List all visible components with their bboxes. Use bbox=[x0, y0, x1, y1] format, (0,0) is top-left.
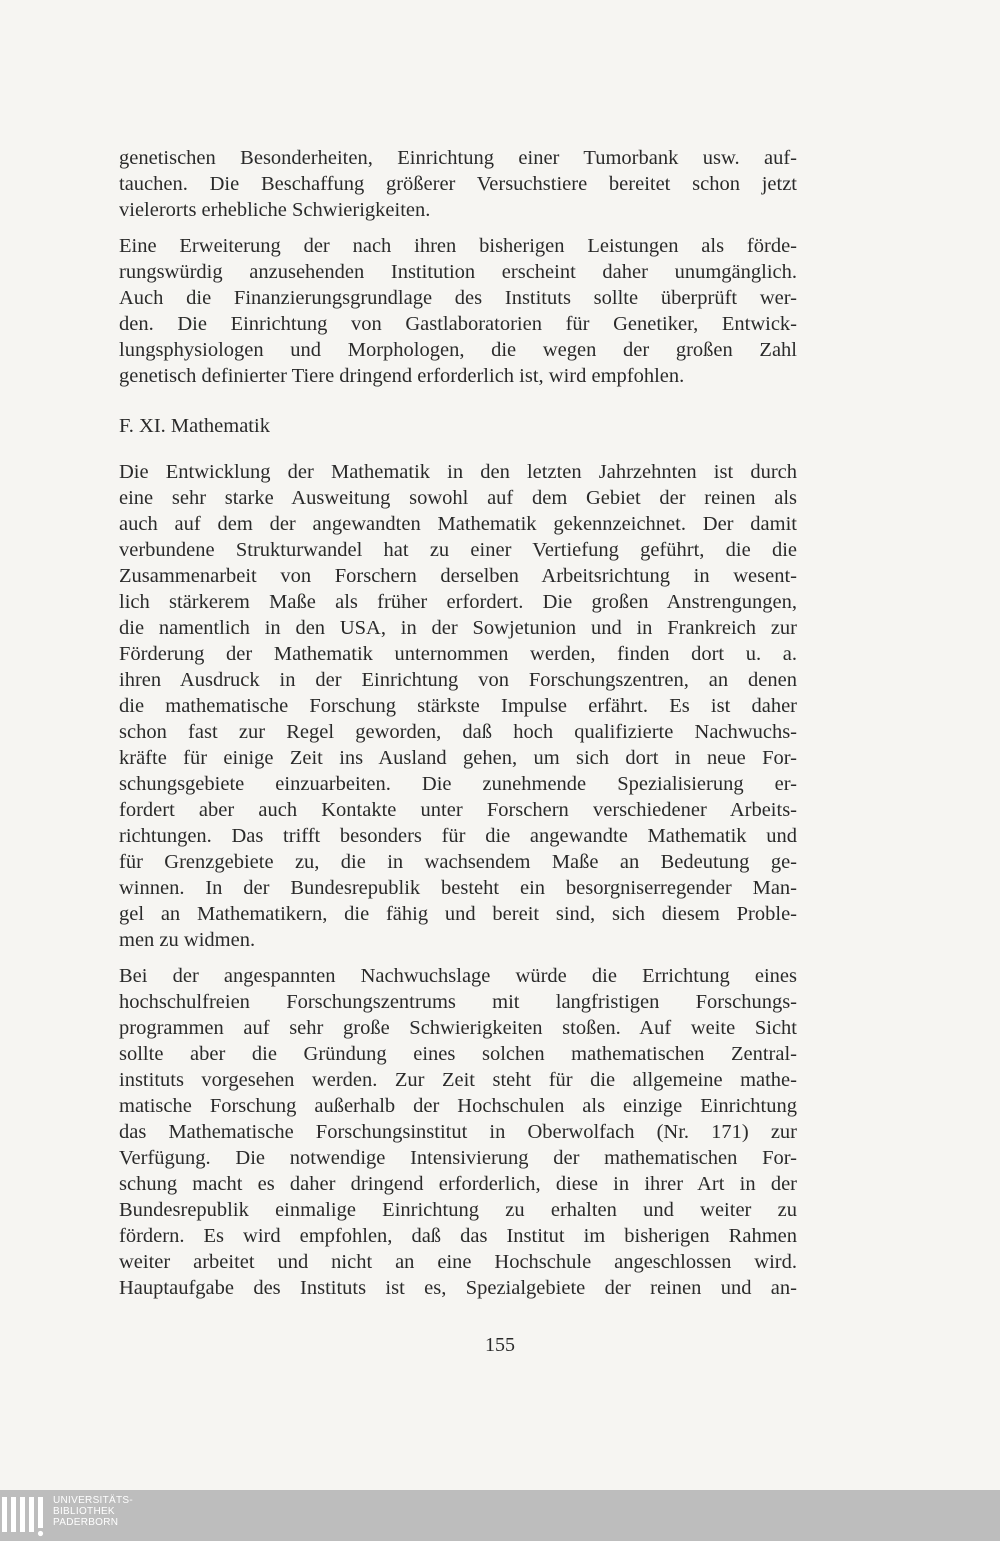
text-line: eine sehr starke Ausweitung sowohl auf dem Gebiet der reinen als bbox=[119, 487, 797, 509]
text-line: fördern. Es wird empfohlen, daß das Institut im bisherigen Rahmen bbox=[119, 1225, 797, 1247]
paragraph-1 bbox=[119, 145, 797, 223]
text-line: Hauptaufgabe des Instituts ist es, Spezialgebiete der reinen und an- bbox=[119, 1277, 797, 1299]
library-name-line: BIBLIOTHEK bbox=[53, 1506, 115, 1517]
library-name-line: PADERBORN bbox=[53, 1517, 119, 1528]
text-line: gel an Mathematikern, die fähig und bereit sind, sich diesem Proble- bbox=[119, 903, 797, 925]
text-line: Eine Erweiterung der nach ihren bisherigen Leistungen als förde- bbox=[119, 235, 797, 257]
text-line: den. Die Einrichtung von Gastlaboratorien für Genetiker, Entwick- bbox=[119, 313, 797, 335]
text-line: Bei der angespannten Nachwuchslage würde die Errichtung eines bbox=[119, 965, 797, 987]
text-line: tauchen. Die Beschaffung größerer Versuchstiere bereitet schon jetzt bbox=[119, 173, 797, 195]
text-line: lungsphysiologen und Morphologen, die wegen der großen Zahl bbox=[119, 339, 797, 361]
text-line: programmen auf sehr große Schwierigkeiten stoßen. Auf weite Sicht bbox=[119, 1017, 797, 1039]
text-line: men zu widmen. bbox=[119, 929, 256, 951]
text-line: vielerorts erhebliche Schwierigkeiten. bbox=[119, 199, 431, 221]
paragraph-3 bbox=[119, 459, 797, 953]
text-line: für Grenzgebiete zu, die in wachsendem Maße an Bedeutung ge- bbox=[119, 851, 797, 873]
library-name bbox=[53, 1495, 133, 1528]
text-line: ihren Ausdruck in der Einrichtung von Forschungszentren, an denen bbox=[119, 669, 797, 691]
library-name-line: UNIVERSITÄTS- bbox=[53, 1495, 134, 1506]
text-line: weiter arbeitet und nicht an eine Hochschule angeschlossen wird. bbox=[119, 1251, 797, 1273]
text-line: sollte aber die Gründung eines solchen mathematischen Zentral- bbox=[119, 1043, 797, 1065]
section-heading: F. XI. Mathematik bbox=[119, 415, 270, 437]
page-body bbox=[119, 145, 797, 1311]
text-line: genetisch definierter Tiere dringend erforderlich ist, wird empfohlen. bbox=[119, 365, 685, 387]
text-line: rungswürdig anzusehenden Institution erscheint daher unumgänglich. bbox=[119, 261, 797, 283]
text-line: genetischen Besonderheiten, Einrichtung einer Tumorbank usw. auf- bbox=[119, 147, 797, 169]
text-line: fordert aber auch Kontakte unter Forschern verschiedener Arbeits- bbox=[119, 799, 797, 821]
text-line: Förderung der Mathematik unternommen werden, finden dort u. a. bbox=[119, 643, 797, 665]
text-line: Zusammenarbeit von Forschern derselben Arbeitsrichtung in wesent- bbox=[119, 565, 797, 587]
paragraph-4 bbox=[119, 963, 797, 1301]
text-line: verbundene Strukturwandel hat zu einer Vertiefung geführt, die die bbox=[119, 539, 797, 561]
text-line: instituts vorgesehen werden. Zur Zeit steht für die allgemeine mathe- bbox=[119, 1069, 797, 1091]
text-line: das Mathematische Forschungsinstitut in Oberwolfach (Nr. 171) zur bbox=[119, 1121, 797, 1143]
library-footer-bar bbox=[0, 1490, 1000, 1541]
text-line: Die Entwicklung der Mathematik in den letzten Jahrzehnten ist durch bbox=[119, 461, 797, 483]
library-logo-icon bbox=[0, 1490, 50, 1541]
page-number: 155 bbox=[485, 1334, 515, 1356]
text-line: die mathematische Forschung stärkste Impulse erfährt. Es ist daher bbox=[119, 695, 797, 717]
paragraph-2 bbox=[119, 233, 797, 389]
text-line: Verfügung. Die notwendige Intensivierung der mathematischen For- bbox=[119, 1147, 797, 1169]
text-line: auch auf dem der angewandten Mathematik gekennzeichnet. Der damit bbox=[119, 513, 797, 535]
text-line: winnen. In der Bundesrepublik besteht ein besorgniserregender Man- bbox=[119, 877, 797, 899]
text-line: schon fast zur Regel geworden, daß hoch qualifizierte Nachwuchs- bbox=[119, 721, 797, 743]
text-line: hochschulfreien Forschungszentrums mit langfristigen Forschungs- bbox=[119, 991, 797, 1013]
text-line: kräfte für einige Zeit ins Ausland gehen, um sich dort in neue For- bbox=[119, 747, 797, 769]
text-line: Bundesrepublik einmalige Einrichtung zu erhalten und weiter zu bbox=[119, 1199, 797, 1221]
text-line: Auch die Finanzierungsgrundlage des Instituts sollte überprüft wer- bbox=[119, 287, 797, 309]
text-line: lich stärkerem Maße als früher erfordert. Die großen Anstrengungen, bbox=[119, 591, 797, 613]
text-line: schung macht es daher dringend erforderlich, diese in ihrer Art in der bbox=[119, 1173, 797, 1195]
text-line: richtungen. Das trifft besonders für die angewandte Mathematik und bbox=[119, 825, 797, 847]
text-line: matische Forschung außerhalb der Hochschulen als einzige Einrichtung bbox=[119, 1095, 797, 1117]
text-line: die namentlich in den USA, in der Sowjetunion und in Frankreich zur bbox=[119, 617, 797, 639]
text-line: schungsgebiete einzuarbeiten. Die zunehmende Spezialisierung er- bbox=[119, 773, 797, 795]
